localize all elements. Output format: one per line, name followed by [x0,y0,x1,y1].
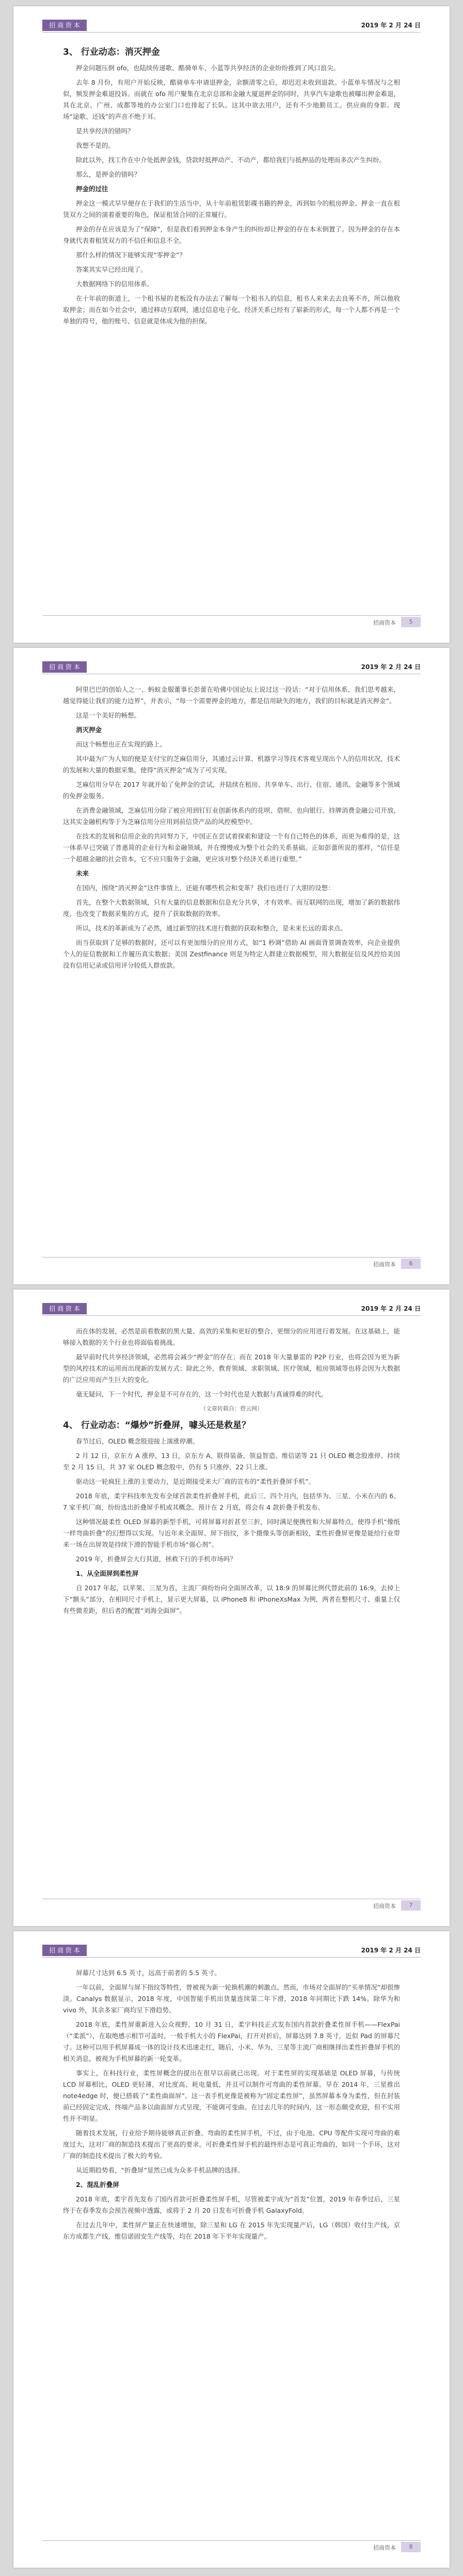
paragraph: 屏幕尺寸达到 6.5 英寸，远高于前者的 5.5 英寸。 [76,1969,221,1977]
document-page-2 [13,648,450,1284]
paragraph: 是共享经济的错吗？ [76,127,134,135]
paragraph: 随着技术发展，行业给予期待能够真正折叠、弯曲的柔性屏手机，不过，由于电池、CPU 等配件实现可弯曲的难度过大，这对厂商的制造技术提出了更高的要求。可折叠柔性屏手机的最终形态是可真正弯曲的，如同一个手环，这对厂商的制造技术提出了极大的考验。 [63,2129,400,2160]
paragraph: 在消费金融领域，芝麻信用分除了被应用到钉钉业创新体系内的花呗、借呗、也向银行、持牌消费金融公司开放，这其实金融机构等于为芝麻信用分应用到前信贷产品的风控模型中。 [63,806,400,826]
header-brand-tag: 招 商 资 本 [42,20,87,31]
header-brand-tag: 招 商 资 本 [42,1303,87,1314]
paragraph: 2 月 12 日，京东方 A 涨停，13 日，京东方 A、联得装备、领益智造、维信诺等 21 只 OLED 概念股涨停。持续至 2 月 15 日，共 37 家 OLED 概念股中，仍有 5 只涨停、22 只上涨。 [63,1452,400,1471]
paragraph: 阿里巴巴的创始人之一、蚂蚁金服董事长彭蕾在哈佛中国论坛上说过这一段话：“对于信用体系，我们思考越来，越觉得能让我们的能力边界”，并表示，“每一个需要押金的地方，都是信用缺失的地方，我们的目标就是消灭押金”。 [63,686,400,705]
paragraph: 而当获取到了足够的数据时，还可以有更加细分的应用方式，如“1 秒调”借助 AI 画面背景调查效率，向企业提供个人的征信数据和工作履历真实数据；美国 Zestfinance 则是为特定人群建立数据模型，用大数据征信及风控给美国没有信用记录或信用评分较低人群放款。 [63,939,400,969]
paragraph: 首先，在整个大数据领域，只有大量的信息数据和信息充分共享，才有效率。而互联网的出现，增加了新的数据纬度，也改变了数据采集的方式，提升了获取数据的效率。 [63,898,400,918]
paragraph: 其中最为广为人知的便是支付宝的芝麻信用分，其通过云计算、机器学习等技术客观呈现出个人的信用状况，技术的发展和大量的数据采集，使得“消灭押金”成为了可实现。 [63,755,400,774]
paragraph: 最早前时代共享经济领域，必然将会减少“押金”的存在；而在 2018 年大量暴雷的 P2P 行业，也将会因为更为新型的风控技术的运用而出现新的发展方式；除此之外，教育领域、求职领域、医疗领域，租房领域等也将会因为大数据的广泛应用而产生巨大的变化。 [63,1353,400,1384]
footer-brand: 招商资本 [373,619,396,626]
page-footer [42,1257,421,1270]
header-date: 2019 年 2 月 24 日 [361,1947,421,1954]
subheading: 1、从全面屏到柔性屏 [76,1570,139,1577]
paragraph: 2018 年底，柔性屏重新进入公众视野。10 月 31 日，柔宇科技正式发布国内首款折叠柔性屏手机——FlexPai（“柔派”），在取绝感示相节可盖时，一般手机大小的 FlexPai，打开对折后，屏幕达到 7.8 英寸，近似 Pad 的屏幕尺寸。这种可以用手机屏幕成一体的设计技术迅速走红，随后，小米、华为、三星等主流厂商相继择出柔性折叠屏手机的相关消息，被视为手机屏幕的新一轮变革。 [63,2021,400,2062]
subheading: 2、混乱折叠屏 [76,2181,119,2189]
paragraph: 除此以外，找工作在中介处抵押金钱，贷款时抵押动产、不动产，都给我们与抵押品的处理而多次产生纠纷。 [76,156,386,164]
section-heading: 4、 行业动态：“爆炒”折叠屏，噱头还是救星？ [63,1420,251,1431]
paragraph: 2019 年，折叠屏会大行其道，拯救下行的手机市场吗？ [76,1555,236,1563]
paragraph: 毫无疑问，下一个时代，押金是不可存在的，这一个时代也是大数据与真诚得难的时代。 [76,1390,328,1398]
footer-brand: 招商资本 [373,2544,396,2551]
footer-brand: 招商资本 [373,1261,396,1268]
page-body [63,684,400,1233]
paragraph: 押金问题压倒 ofo，也陆续传递歌、酷骑单车、小蓝等共享经济的企业纷纷推到了风口浪尖。 [76,64,340,72]
source-note: （文章转载自：碧云网） [200,1405,263,1412]
paragraph: 去年 8 月份，有用户开始反映，酷骑单车申请退押金，余额清零之后，却迟迟未收到退款。小蓝单车情况与之相似，频发押金难退投诉。而就在 ofo 用户聚集在北京总部和金融大厦退押金的同时，共享汽车途歌也被曝出押金难退，其在北京、广州、成都等地的办公室门口也排起了长队。这其中欲去用户，还有不少地勤员工。供应商的身影。现场“途歌、还钱”的声音不绝于耳。 [63,79,400,120]
header-date: 2019 年 2 月 24 日 [361,663,421,671]
page-footer [42,1899,421,1912]
document-page-3 [13,1290,450,1926]
paragraph: 在过去几年中，柔性屏产量正在快速增加，除三星和 LG 在 2015 年先实现量产后，LG（韩国）收付生产线，京东方成都生产线，维信诺固安生产线等，均在 2018 年下半年实现量产。 [63,2221,400,2240]
paragraph: 2018 年底，柔宇科技率先发布全球首款柔性折叠屏手机，此后三、四个月内，包括华为、三星、小米在内的 6、7 家手机厂商，纷纷选出折叠屏手机或其概念。预计在 2 月底，将会有 4 款折叠手机发布。 [63,1492,400,1511]
page-body [63,1326,400,1874]
header-brand-tag: 招 商 资 本 [42,1945,87,1956]
page-number: 7 [401,1900,421,1911]
paragraph: 事实上，在科技行业，柔性屏概念的提出在很早以前就已出现。对于柔性屏的实现基础是 OLED 屏幕，与传统 LCD 屏幕相比，OLED 更轻薄，对比度高、耗电量低，并且可以制作可弯曲的柔性屏幕。早在 2014 年，三星推出 note4edge 时，便已搭载了“柔性曲面屏”。这一表手机更像是被称为“固定柔性屏”，虽然屏幕本身为柔性，但在封装前已经固定完成，终端产品多以曲面屏方式呈现，不能调可变曲。在过去几年的时间内，这一形态颇受欢迎，但不实用性并不明显。 [63,2069,400,2122]
paragraph: 芝麻信用分早在 2017 年就开始了免押金的尝试，并陆续在租房、共享单车、出行、住宿、通讯、金融等多个领域的免押金服务。 [63,781,400,800]
paragraph: 那么，是押金的错吗？ [76,170,141,178]
paragraph: 押金这一模式早早便存在于我们的生活当中，从十年前租赁影碟书籍的押金，再到如今的租房押金、押金一直在租赁双方之间的演着重要的角色，保证租赁合同的正常履行。 [63,199,400,219]
paragraph: 春节过后，OLED 概念股迎接上演涨停潮。 [76,1437,199,1445]
paragraph: 在十年前的街道上，一个租书屋的老板没有办法去了解每一个租书人的信息，租书人来来去去良莠不齐，所以他收取押金；而在如今社会中，通过移动互联网，通过信息电子化，经济关系已经有了崭新的形式，每一个人都不再是一个单独的符号，他的账号、信息就是体成为他的担保。 [63,294,400,325]
page-header [42,20,421,33]
paragraph: 2018 年底，柔宇首先发布了国内首款可折叠柔性屏手机，尽管被柔宇成为“首发”位置，2019 年春季过后，三星终于在春季发布会预告视频中透露，或将于 2 月 20 日发布可折叠手机 GalaxyFold。 [63,2195,400,2214]
paragraph: 从近期趋势看，“折叠屏”显然已成为众多手机品牌的选择。 [76,2166,244,2174]
footer-brand: 招商资本 [373,1903,396,1910]
page-number: 8 [401,2542,421,2552]
paragraph: 在技术的发展和信用企业的共同努力下，中国正在尝试着探索和建设一个有自己特色的体系，而更为难得的是，这一体系早已突破了普惠简的企业行为和金融领域，并在慢慢成为整个社会的关系基础。正如彭蕾所说的那样，“信任是一个超越金融的社会资本，它不应只服务于金融，更应该对整个经济关系进行重塑。” [63,832,400,863]
page-body [63,1967,400,2516]
page-header [42,1945,421,1958]
paragraph: 我想不是的。 [76,142,115,149]
paragraph: 答案其实早已经出现了。 [76,266,147,273]
paragraph: 那什么样的情况下能够实现“零押金”？ [76,251,186,259]
subheading: 未来 [76,870,89,877]
page-number: 6 [401,1259,421,1269]
paragraph: 这种情况最柔性 OLED 屏幕的新型手机，可将屏幕对折甚至三折，同时满足便携性和大屏幕特点，使得手机“像纸一样弯曲折叠”的幻想得以实现。与近年来全面屏、屏下指纹，多个摄像头等创新相较，柔性折叠屏更像是能给行业带来一场在出屏效是持续下滑的智能手机市场“强心剂”。 [63,1518,400,1548]
paragraph: 自 2017 年起，以苹果、三星为首，主流厂商纷纷向全面屏改革，以 18:9 的屏幕比例代替此前的 16:9，去掉上下“额头”部分，在相同尺寸手机上，显示更大屏幕，以 iPhone8 和 iPhoneXsMax 为例，两者在整机尺寸、重量上仅有些微差距，但后者的配置“刘海全面屏”。 [63,1584,400,1615]
header-brand-tag: 招 商 资 本 [42,661,87,673]
page-footer [42,615,421,628]
page-footer [42,2540,421,2553]
page-body [63,42,400,591]
paragraph: 大数据网络下的信用体系。 [76,280,154,288]
subheading: 押金的过往 [76,185,108,193]
header-date: 2019 年 2 月 24 日 [361,1305,421,1312]
page-number: 5 [401,617,421,627]
paragraph: 而在体的发展，必然是前看数据的黑大量、高效的采集和更好的整合、更细分的应用进行着发展。在这基础上，能够接入数据的关个行业也将面临着挑战。 [63,1327,400,1346]
subheading: 消灭押金 [76,726,102,734]
page-header [42,661,421,674]
paragraph: 这是一个美好的畅想。 [76,711,141,719]
section-heading: 3、 行业动态：消灭押金 [63,47,160,57]
paragraph: 一年以前，全面屏与屏下指纹等特性，曾被视为新一轮换机潮的刺激点。然而，市场对全面屏的“买单情况”却很惨淡。Canalys 数据显示，2018 年度，中国智能手机出货量连续第二年下滑，2018 年同期比下跌 14%。除华为和 vivo 外，其余多家厂商均呈下滑趋势。 [63,1983,400,2014]
paragraph: 而这个畅想也正在实现的路上。 [76,740,167,748]
paragraph: 在国内，围绕“消灭押金”这件事情上，还能有哪些机会和变革？我们也进行了大胆的设想： [76,884,334,892]
paragraph: 押金的存在应该是为了“保障”，但是我们看到押金本身产生的纠纷却让押金的存在本末倒置了。因为押金的存在本身就代表着租赁双方的不信任和信息不全。 [63,225,400,244]
document-page-1 [13,6,450,643]
document-page-4 [13,1931,450,2568]
header-date: 2019 年 2 月 24 日 [361,22,421,29]
paragraph: 驱动这一轮疯狂上涨的主要动力，是近期接受来大厂商的宣布的“柔性折叠屏手机”。 [76,1478,315,1485]
page-header [42,1303,421,1316]
paragraph: 所以，技术的革新成为了必然，通过新型的技术进行数据的获取和整合，是未来长远的需求点。 [76,924,347,932]
